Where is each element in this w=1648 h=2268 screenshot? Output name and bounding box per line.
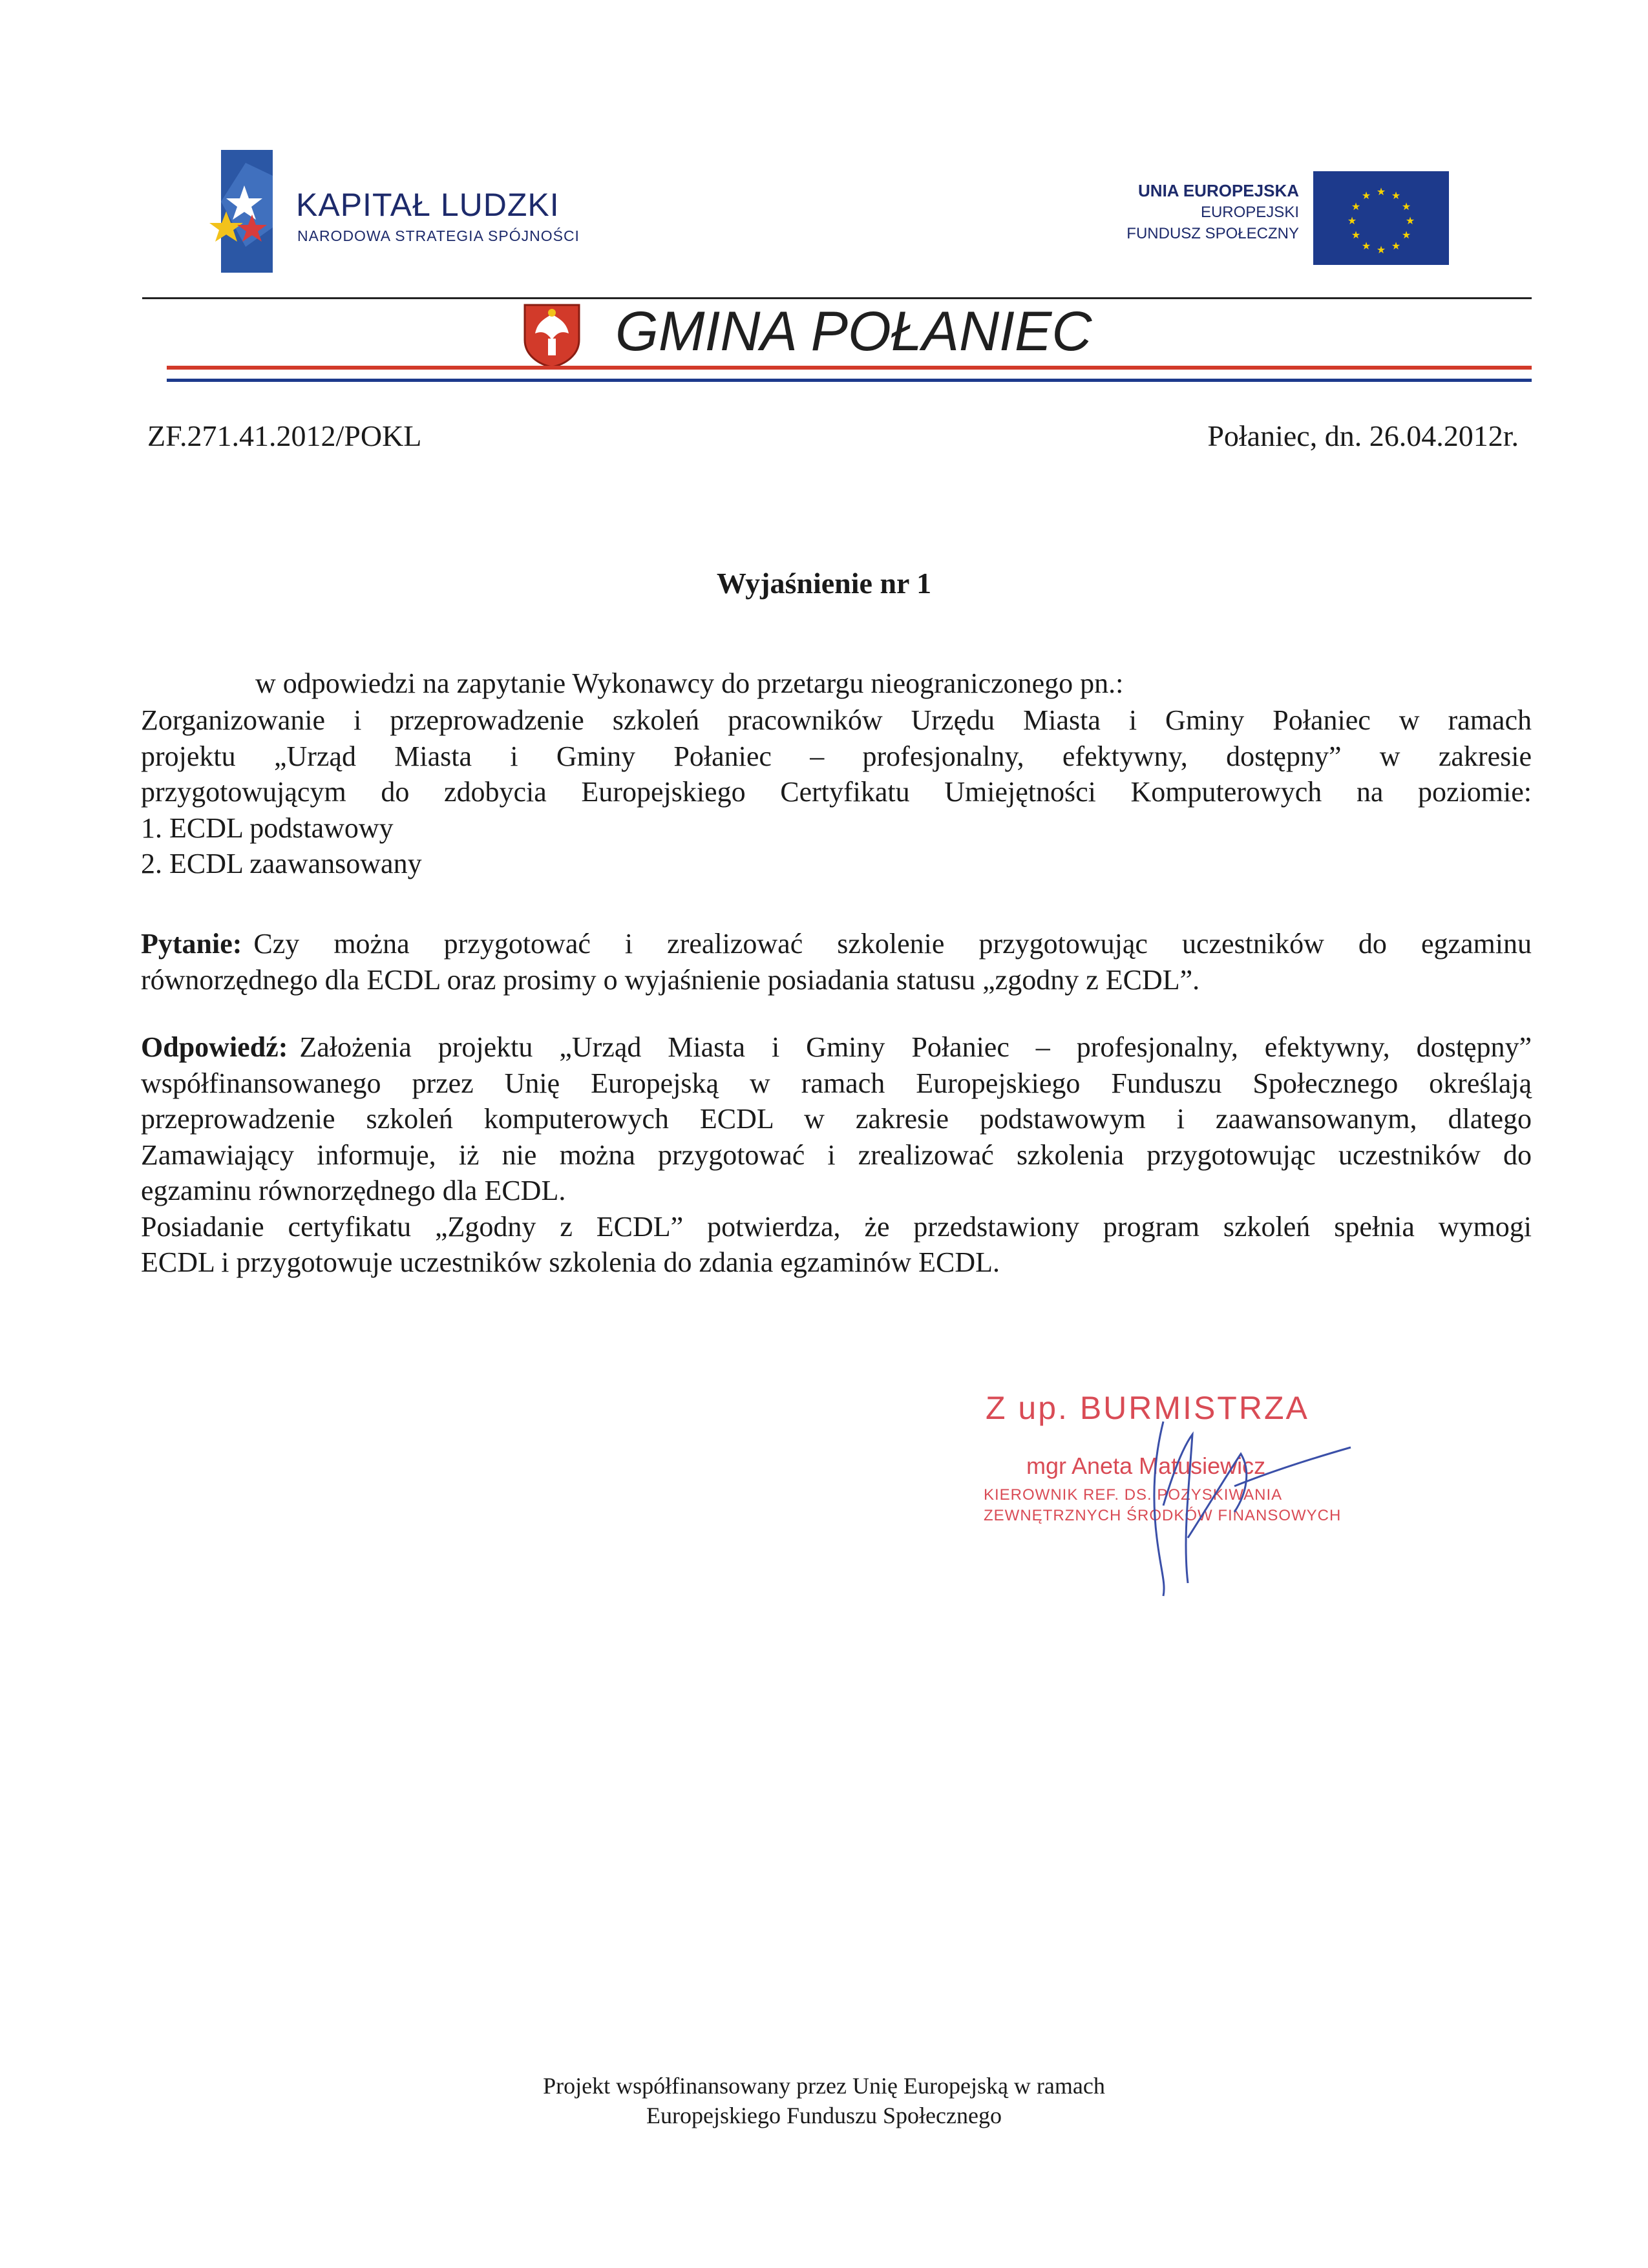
question-line: równorzędnego dla ECDL oraz prosimy o wyjaśnienie posiadania statusu „zgodny z ECDL”. bbox=[141, 964, 1200, 996]
intro-line: Zorganizowanie i przeprowadzenie szkoleń pracowników Urzędu Miasta i Gminy Połaniec w ramach bbox=[141, 704, 1532, 736]
kapital-ludzki-title: KAPITAŁ LUDZKI bbox=[296, 187, 560, 223]
svg-text:★: ★ bbox=[1391, 240, 1401, 252]
stamp-position-line1: KIEROWNIK REF. DS. POZYSKIWANIA bbox=[984, 1486, 1283, 1504]
svg-text:★: ★ bbox=[1376, 244, 1386, 256]
intro-line: przygotowującym do zdobycia Europejskiego Certyfikatu Umiejętności Komputerowych na poziomie: bbox=[141, 776, 1532, 808]
document-reference: ZF.271.41.2012/POKL bbox=[147, 419, 422, 452]
header-rule-blue bbox=[167, 379, 1532, 382]
answer-text: Założenia projektu „Urząd Miasta i Gminy Połaniec – profesjonalny, efektywny, dostępny” bbox=[299, 1031, 1532, 1063]
intro-list-item: 1. ECDL podstawowy bbox=[141, 812, 394, 844]
intro-line: projektu „Urząd Miasta i Gminy Połaniec – profesjonalny, efektywny, dostępny” w zakresie bbox=[141, 740, 1532, 772]
question-line bbox=[141, 928, 1532, 960]
eu-label-line2: EUROPEJSKI bbox=[1200, 204, 1299, 221]
answer-line: ECDL i przygotowuje uczestników szkolenia do zdania egzaminów ECDL. bbox=[141, 1246, 1000, 1278]
stamp-signatory-name: mgr Aneta Matusiewicz bbox=[1026, 1453, 1266, 1479]
kapital-ludzki-logo bbox=[207, 150, 275, 273]
document-title: Wyjaśnienie nr 1 bbox=[716, 567, 932, 600]
answer-line bbox=[141, 1031, 1532, 1064]
gmina-crest-icon bbox=[522, 302, 582, 368]
answer-line: przeprowadzenie szkoleń komputerowych ECDL w zakresie podstawowym i zaawansowanym, dlatego bbox=[141, 1103, 1532, 1135]
answer-line: egzaminu równorzędnego dla ECDL. bbox=[141, 1175, 566, 1206]
svg-text:★: ★ bbox=[1391, 189, 1401, 202]
svg-text:★: ★ bbox=[1361, 189, 1371, 202]
header-rule-top bbox=[142, 297, 1532, 299]
svg-text:★: ★ bbox=[1401, 229, 1411, 241]
svg-text:★: ★ bbox=[1361, 240, 1371, 252]
svg-text:★: ★ bbox=[1405, 215, 1415, 227]
stamp-position-line2: ZEWNĘTRZNYCH ŚRODKÓW FINANSOWYCH bbox=[984, 1507, 1342, 1524]
answer-label: Odpowiedź: bbox=[141, 1031, 288, 1063]
eu-label-line1: UNIA EUROPEJSKA bbox=[1138, 181, 1299, 200]
answer-line: Posiadanie certyfikatu „Zgodny z ECDL” potwierdza, że przedstawiony program szkoleń spełnia wymogi bbox=[141, 1211, 1532, 1243]
answer-line: współfinansowanego przez Unię Europejską w ramach Europejskiego Funduszu Społecznego określają bbox=[141, 1067, 1532, 1099]
eu-label-line3: FUNDUSZ SPOŁECZNY bbox=[1126, 225, 1299, 242]
svg-text:★: ★ bbox=[1351, 229, 1361, 241]
svg-text:★: ★ bbox=[1376, 185, 1386, 198]
intro-list-item: 2. ECDL zaawansowany bbox=[141, 848, 422, 879]
gmina-title: GMINA POŁANIEC bbox=[615, 300, 1092, 362]
header-rule-red bbox=[167, 366, 1532, 370]
svg-text:★: ★ bbox=[1347, 215, 1357, 227]
kapital-ludzki-subtitle: NARODOWA STRATEGIA SPÓJNOŚCI bbox=[297, 227, 580, 244]
question-label: Pytanie: bbox=[141, 928, 242, 960]
handwritten-signature bbox=[1137, 1409, 1370, 1602]
answer-line: Zamawiający informuje, iż nie można przygotować i zrealizować szkolenia przygotowując uczestników do bbox=[141, 1139, 1532, 1171]
footer-line1: Projekt współfinansowany przez Unię Europejską w ramach bbox=[543, 2073, 1105, 2099]
svg-text:★: ★ bbox=[1351, 200, 1361, 213]
svg-text:★: ★ bbox=[1401, 200, 1411, 213]
stamp-authority: Z up. BURMISTRZA bbox=[986, 1390, 1309, 1426]
footer-line2: Europejskiego Funduszu Społecznego bbox=[646, 2103, 1002, 2128]
question-text: Czy można przygotować i zrealizować szkolenie przygotowując uczestników do egzaminu bbox=[253, 928, 1532, 960]
place-and-date: Połaniec, dn. 26.04.2012r. bbox=[1207, 419, 1519, 452]
intro-line: w odpowiedzi na zapytanie Wykonawcy do przetargu nieograniczonego pn.: bbox=[255, 667, 1124, 699]
eu-flag-icon bbox=[1313, 171, 1449, 265]
